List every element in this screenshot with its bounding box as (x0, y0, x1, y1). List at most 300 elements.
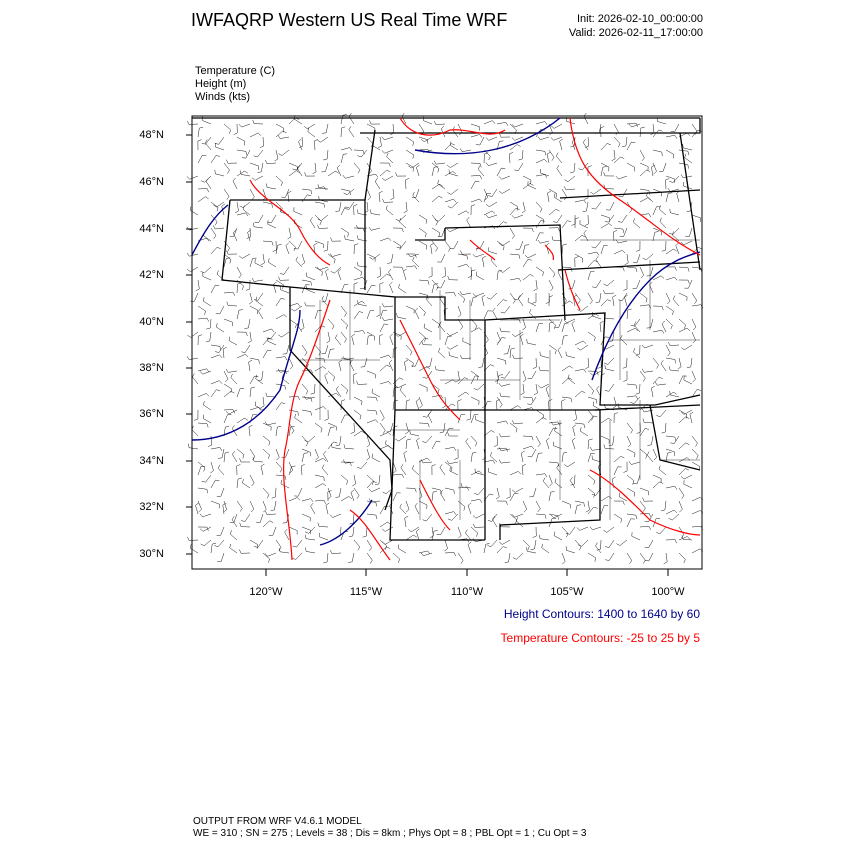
wind-barb (656, 410, 666, 417)
wind-barb (320, 533, 329, 540)
wind-barb (406, 400, 410, 410)
wind-barb (349, 126, 354, 137)
wind-barb (432, 228, 440, 237)
wind-barb (572, 438, 575, 449)
wind-barb (679, 553, 685, 563)
lon-label: 110°W (450, 586, 484, 598)
wind-barb (237, 478, 242, 488)
wind-barb (488, 514, 497, 521)
wind-barb (380, 324, 388, 332)
wind-barb (445, 380, 456, 384)
wind-barb (549, 491, 555, 501)
axis-ticks (186, 135, 668, 576)
wind-barb (426, 358, 432, 367)
wind-barb (651, 386, 654, 397)
wind-barb (497, 122, 508, 125)
wind-barb (263, 521, 273, 527)
wind-barb (311, 503, 315, 514)
wind-barb (549, 189, 557, 198)
wind-barb (521, 451, 524, 462)
wind-barb (266, 184, 276, 190)
wind-barb (659, 466, 666, 476)
wind-barb (445, 447, 456, 450)
wind-barb (341, 148, 352, 151)
wind-barb (367, 137, 373, 147)
wind-barb (523, 436, 533, 440)
wind-barb (510, 514, 517, 524)
wind-barb (585, 215, 589, 226)
wind-barb (198, 189, 209, 193)
wind-barb (341, 384, 348, 394)
wind-barb (276, 131, 286, 137)
wind-barb (531, 540, 536, 550)
wind-barb (659, 205, 666, 215)
wind-barb (669, 366, 679, 371)
wind-barb (265, 160, 276, 164)
wind-barb (192, 374, 198, 385)
wind-barb (252, 278, 263, 282)
wind-barb (354, 431, 365, 436)
wind-barb (435, 366, 445, 371)
wind-barb (400, 504, 406, 514)
wind-barb (583, 202, 588, 212)
wind-barb (404, 202, 408, 213)
wind-barb (256, 514, 263, 523)
wind-barb (501, 306, 510, 313)
wind-barb (510, 293, 515, 304)
wind-barb (471, 436, 477, 446)
wind-barb (317, 225, 328, 229)
wind-barb (302, 254, 305, 265)
wind-barb (478, 358, 484, 368)
wind-barb (198, 318, 209, 322)
wind-barb (273, 241, 277, 252)
wind-barb (588, 475, 595, 485)
wind-barb (679, 410, 687, 419)
wind-barb (666, 540, 677, 544)
wind-barb (367, 553, 372, 564)
wind-barb (406, 501, 409, 512)
wind-barb (467, 217, 471, 228)
wind-barb (268, 258, 276, 267)
wind-barb (627, 267, 637, 272)
wind-barb (529, 488, 536, 497)
wind-barb (341, 475, 348, 485)
wind-barb (261, 254, 264, 265)
wind-barb (510, 278, 521, 281)
wind-barb (281, 208, 290, 215)
wind-barb (278, 135, 289, 138)
wind-barb (653, 150, 662, 156)
wind-barb (322, 465, 328, 475)
wind-barb (605, 540, 614, 548)
wind-barb (196, 280, 200, 291)
wind-barb (358, 150, 368, 157)
wind-barb (661, 501, 666, 511)
wind-barb (454, 449, 458, 460)
wind-barb (393, 228, 403, 232)
wind-barb (575, 369, 586, 372)
wind-barb (572, 321, 575, 332)
wind-barb (399, 284, 406, 293)
wind-barb (224, 371, 228, 382)
wind-barb (666, 150, 674, 158)
wind-barb (487, 540, 497, 547)
wind-barb (380, 365, 390, 371)
wind-barb (575, 218, 579, 228)
wind-barb (623, 358, 627, 368)
wind-barb (584, 189, 588, 199)
wind-barb (297, 165, 302, 176)
wind-barb (330, 253, 341, 256)
wind-barb (343, 460, 354, 464)
wind-barb (528, 449, 536, 457)
wind-barb (666, 510, 677, 514)
wind-barb (382, 176, 393, 181)
wind-barb (211, 156, 220, 164)
wind-barb (643, 419, 653, 424)
wind-barb (328, 423, 336, 431)
wind-barb (629, 124, 640, 127)
wind-barb (583, 139, 588, 150)
wind-barb (510, 348, 515, 358)
wind-barb (592, 202, 601, 209)
wind-barb (660, 218, 666, 228)
wind-barb (613, 295, 617, 306)
wind-barb (235, 202, 238, 213)
wind-barb (669, 176, 679, 183)
wind-barb (666, 436, 676, 441)
wind-barb (337, 165, 341, 176)
wind-barb (285, 529, 289, 540)
wind-barb (204, 401, 212, 410)
wind-barb (318, 215, 328, 221)
wind-barb (213, 202, 224, 207)
wind-barb (301, 464, 305, 475)
wind-barb (633, 218, 640, 228)
wind-barb (640, 501, 645, 512)
wind-barb (618, 215, 627, 222)
wind-barb (348, 553, 354, 563)
wind-barb (585, 358, 589, 369)
wind-barb (215, 137, 224, 144)
wind-barb (484, 189, 488, 200)
wind-barb (536, 418, 547, 424)
wind-barb (505, 553, 510, 563)
wind-barb (198, 393, 209, 397)
wind-barb (393, 267, 403, 271)
wind-barb (666, 193, 672, 202)
wind-barb (341, 319, 348, 329)
wind-barb (666, 358, 676, 363)
wind-barb (562, 527, 568, 537)
wind-barb (382, 303, 393, 307)
wind-barb (679, 417, 689, 423)
wind-barb (200, 527, 211, 531)
wind-barb (302, 384, 308, 394)
wind-barb (380, 238, 391, 241)
wind-barb (471, 527, 478, 537)
wind-barb (338, 269, 341, 280)
wind-barb (210, 462, 213, 473)
wind-barb (323, 553, 328, 563)
wind-barb (488, 468, 497, 475)
wind-barb (617, 540, 628, 546)
wind-barb (432, 215, 438, 226)
wind-barb (491, 257, 497, 267)
map-title: IWFAQRP Western US Real Time WRF (191, 10, 508, 30)
wind-barb (424, 324, 432, 332)
wind-barb (690, 412, 693, 423)
lat-label: 48°N (139, 129, 164, 141)
wind-barb (538, 137, 549, 140)
wind-barb (679, 150, 689, 155)
wind-barb (596, 293, 601, 303)
wind-barb (437, 254, 445, 262)
wind-barb (398, 545, 406, 554)
wind-barb (488, 189, 497, 197)
wind-barb (230, 544, 237, 553)
wind-barb (692, 319, 696, 330)
wind-barb (341, 207, 349, 215)
wind-barb (423, 410, 432, 417)
wind-barb (192, 426, 198, 436)
wind-barb (482, 256, 486, 267)
wind-barb (588, 488, 595, 498)
wind-barb (692, 293, 697, 304)
wind-barb (609, 436, 614, 446)
wind-barb (233, 230, 237, 241)
wind-barb (507, 488, 511, 499)
wind-barb (305, 535, 315, 540)
wind-barb (463, 337, 471, 345)
wind-barb (447, 461, 458, 464)
wind-barb (640, 267, 644, 278)
wind-barb (380, 506, 389, 514)
wind-barb (447, 163, 458, 168)
wind-barb (476, 416, 484, 423)
wind-barb (345, 202, 354, 209)
wind-barb (497, 358, 506, 365)
wind-barb (367, 189, 371, 200)
lat-label: 32°N (139, 501, 164, 513)
wind-barb (354, 410, 361, 419)
wind-barb (605, 365, 614, 371)
wind-barb (233, 178, 237, 189)
wind-barb (318, 523, 328, 527)
wind-barb (382, 137, 393, 140)
wind-barb (640, 371, 645, 382)
wind-barb (349, 527, 354, 537)
wind-barb (276, 403, 285, 410)
wind-barb (354, 244, 358, 254)
wind-barb (523, 446, 534, 449)
wind-barb (387, 153, 393, 163)
wind-barb (518, 295, 523, 306)
wind-barb (237, 310, 243, 319)
wind-barb (434, 161, 445, 165)
wind-barb (458, 211, 469, 215)
wind-barb (555, 319, 562, 327)
wind-barb (201, 540, 211, 546)
wind-barb (389, 269, 394, 280)
wind-barb (393, 474, 404, 478)
wind-barb (613, 397, 616, 408)
wind-barb (380, 446, 391, 450)
wind-barb (549, 267, 555, 277)
wind-barb (419, 384, 427, 392)
wind-barb (664, 553, 668, 564)
wind-barb (393, 332, 401, 340)
wind-barb (640, 305, 651, 309)
wind-barb (661, 360, 666, 371)
wind-barb (438, 348, 445, 358)
wind-barb (431, 243, 434, 254)
wind-barb (683, 144, 692, 150)
wind-barb (461, 251, 472, 255)
wind-barb (187, 267, 198, 272)
wind-barb (390, 282, 394, 293)
lat-label: 30°N (139, 548, 164, 560)
county-lines (300, 240, 700, 520)
wind-barb (401, 464, 406, 475)
wind-barb (200, 371, 211, 374)
wind-barb (237, 137, 245, 145)
wind-barb (224, 124, 231, 134)
wind-barb (405, 516, 409, 527)
wind-barb (601, 223, 612, 228)
wind-barb (382, 317, 393, 320)
wind-barb (570, 163, 575, 173)
wind-barb (692, 497, 703, 501)
wind-barb (551, 137, 562, 140)
wind-barb (471, 205, 475, 215)
wind-barb (573, 425, 576, 436)
wind-barb (486, 215, 497, 218)
wind-barb (261, 397, 265, 408)
wind-barb (379, 191, 383, 202)
wind-barb (326, 269, 329, 280)
wind-barb (354, 397, 362, 405)
wind-barb (616, 176, 627, 179)
wind-barb (527, 397, 536, 405)
wind-barb (448, 276, 458, 280)
wind-barb (666, 178, 670, 189)
wind-barb (211, 355, 222, 358)
wind-barb (512, 137, 523, 140)
wind-barb (263, 241, 273, 246)
wind-barb (601, 300, 611, 306)
wind-barb (588, 252, 599, 255)
wind-barb (510, 471, 521, 475)
wind-barb (315, 475, 324, 481)
wind-barb (445, 488, 454, 494)
wind-barb (684, 376, 692, 384)
wind-barb (289, 163, 297, 171)
wind-barb (632, 532, 640, 540)
wind-barb (692, 526, 703, 530)
wind-barb (484, 311, 492, 319)
wind-barb (592, 280, 601, 288)
wind-barb (315, 367, 326, 372)
wind-barb (685, 228, 692, 237)
wind-barb (445, 552, 456, 556)
wind-barb (339, 360, 342, 371)
wind-barb (326, 503, 329, 514)
wind-barb (575, 501, 585, 507)
wind-barb (247, 228, 251, 239)
wind-barb (656, 527, 666, 534)
wind-barb (240, 202, 250, 208)
wind-barb (676, 243, 679, 254)
wind-barb (645, 540, 653, 548)
wind-barb (622, 137, 627, 147)
wind-barb (627, 384, 637, 389)
wind-barb (444, 540, 447, 551)
wind-barb (540, 352, 549, 358)
wind-barb (458, 553, 463, 564)
field-winds: Winds (kts) (195, 91, 250, 103)
lat-label: 38°N (139, 362, 164, 374)
wind-barb (187, 537, 198, 541)
wind-barb (547, 152, 550, 163)
wind-barb (226, 410, 237, 414)
wind-barb (627, 436, 631, 447)
wind-barb (268, 220, 276, 228)
wind-barb (218, 449, 224, 458)
wind-barb (406, 358, 413, 367)
wind-barb (627, 449, 635, 457)
wind-barb (647, 452, 653, 462)
wind-barb (265, 553, 276, 556)
wind-barb (497, 501, 507, 505)
wind-barb (445, 293, 456, 297)
wind-barb (395, 436, 406, 441)
wind-barb (317, 137, 328, 142)
wind-barb (557, 464, 562, 475)
wind-barb (367, 311, 374, 319)
wind-barb (458, 254, 468, 260)
wind-barb (614, 467, 622, 475)
wind-barb (419, 458, 430, 462)
wind-barb (678, 358, 681, 369)
wind-barb (422, 341, 432, 345)
wind-barb (390, 189, 394, 200)
wind-barb (522, 464, 526, 475)
wind-barb (603, 527, 614, 532)
wind-barb (653, 449, 657, 460)
wind-barb (536, 436, 540, 447)
wind-barb (627, 553, 632, 564)
wind-barb (484, 544, 490, 554)
wind-barb (198, 140, 202, 151)
wind-barb (380, 274, 390, 280)
wind-barb (673, 296, 679, 306)
wind-barb (223, 503, 227, 514)
wind-barb (460, 355, 471, 359)
wind-barb (671, 124, 679, 132)
wind-barb (534, 384, 538, 395)
wind-barb (302, 514, 310, 522)
wind-barb (471, 452, 476, 462)
wind-barb (614, 228, 624, 233)
wind-barb (289, 462, 293, 473)
wind-barb (558, 269, 562, 280)
wind-barb (213, 225, 224, 229)
wind-barb (310, 217, 315, 228)
wind-barb (516, 241, 523, 249)
wind-barb (512, 124, 523, 127)
